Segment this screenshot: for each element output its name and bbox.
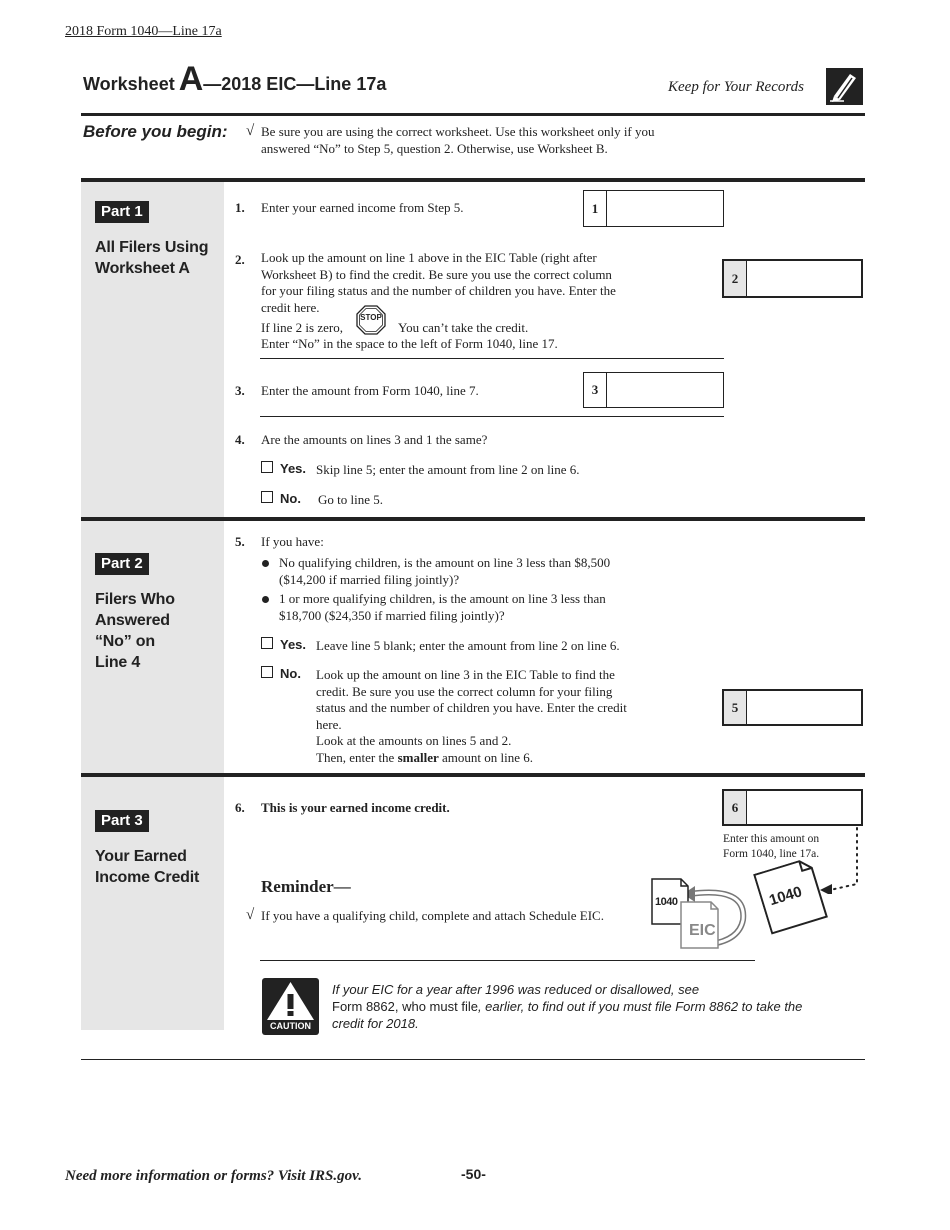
line5-bullet2	[279, 591, 606, 624]
footer-left: Need more information or forms? Visit IRS.gov.	[65, 1168, 362, 1184]
line3-rule	[260, 416, 724, 417]
line5-no-checkbox[interactable]	[261, 666, 273, 678]
before-you-begin-text	[261, 124, 655, 157]
caution-l2	[332, 998, 802, 1015]
line5-no-l5: Look at the amounts on lines 5 and 2.	[316, 733, 512, 748]
line5-intro: If you have:	[261, 534, 324, 549]
line5-bullet1	[279, 555, 610, 588]
line4-yes-label: Yes.	[280, 461, 307, 476]
form-1040-large-label: 1040	[767, 883, 805, 910]
line5-no-l2: credit. Be sure you use the correct column for your filing	[316, 683, 613, 699]
line2-text-l2: Worksheet B) to find the credit. Be sure you use the correct column	[261, 266, 612, 282]
line1-text: Enter your earned income from Step 5.	[261, 200, 464, 215]
line5-b2-l2: $18,700 ($24,350 if married filing jointly)?	[279, 607, 505, 623]
line2-box-label: 2	[724, 261, 747, 296]
line4-yes-text: Skip line 5; enter the amount from line 2 on line 6.	[316, 462, 580, 477]
eic-label: EIC	[689, 922, 716, 939]
caution-l3: credit for 2018.	[332, 1016, 419, 1031]
line2-stop-suffix: You can’t take the credit.	[398, 320, 529, 335]
part1-heading-l2: Worksheet A	[95, 260, 190, 277]
bullet-1	[262, 560, 269, 567]
part2-heading-l3: “No” on	[95, 633, 155, 650]
line5-yes-label: Yes.	[280, 637, 307, 652]
line5-no-l3: status and the number of children you have. Enter the credit	[316, 700, 627, 715]
line5-b1-l1: No qualifying children, is the amount on line 3 less than $8,500	[279, 555, 611, 570]
bottom-rule	[81, 1059, 865, 1060]
line4-number: 4.	[235, 432, 245, 447]
part3-tag: Part 3	[95, 810, 149, 832]
line5-no-text	[316, 667, 627, 766]
line1-box-label: 1	[584, 191, 607, 226]
line4-no-text: Go to line 5.	[318, 492, 383, 507]
bullet-2	[262, 596, 269, 603]
line2-text-l1: Look up the amount on line 1 above in the EIC Table (right after	[261, 250, 597, 265]
worksheet-subtitle: —2018 EIC—Line 17a	[203, 74, 387, 94]
line1-number: 1.	[235, 200, 245, 215]
part3-heading-l1: Your Earned	[95, 848, 187, 865]
reminder-check: √	[246, 907, 255, 923]
part3-heading	[95, 846, 199, 888]
line2-text	[261, 250, 616, 316]
line2-stop-prefix: If line 2 is zero,	[261, 320, 343, 335]
stop-sign-icon	[356, 305, 386, 335]
line5-yes-text: Leave line 5 blank; enter the amount from line 2 on line 6.	[316, 638, 620, 653]
line5-no-l6-post: amount on line 6.	[438, 749, 533, 765]
part2-heading-l2: Answered	[95, 612, 170, 629]
line1-entry-box[interactable]	[583, 190, 724, 227]
reminder-text: If you have a qualifying child, complete and attach Schedule EIC.	[261, 908, 604, 923]
byb-line-1: Be sure you are using the correct worksheet. Use this worksheet only if you	[261, 124, 655, 139]
line2-rule	[260, 358, 724, 359]
stop-sign-text: STOP	[360, 313, 382, 322]
caution-l2-plain: Form 8862, who must file	[332, 999, 478, 1014]
line2-text-l3: for your filing status and the number of children you have. Enter the	[261, 283, 616, 298]
part1-sidebar	[81, 182, 224, 517]
byb-line-2: answered “No” to Step 5, question 2. Otherwise, use Worksheet B.	[261, 140, 608, 156]
line5-no-l6	[316, 750, 627, 767]
line5-b1-l2: ($14,200 if married filing jointly)?	[279, 571, 460, 587]
line5-no-label: No.	[280, 666, 301, 681]
line3-box-label: 3	[584, 373, 607, 407]
worksheet-word: Worksheet	[83, 74, 175, 94]
part1-heading	[95, 237, 208, 279]
caution-l2-italic: , earlier, to find out if you must file Form 8862 to take the	[477, 999, 803, 1014]
worksheet-title	[83, 60, 387, 98]
reminder-title: Reminder—	[261, 877, 351, 896]
attach-forms-icon	[651, 878, 751, 950]
part2-heading	[95, 589, 175, 673]
caution-icon	[262, 978, 319, 1035]
line5-no-l4: here.	[316, 716, 342, 732]
line3-text: Enter the amount from Form 1040, line 7.	[261, 383, 479, 398]
running-head: 2018 Form 1040—Line 17a	[65, 24, 222, 39]
line2-entry-box[interactable]	[722, 259, 863, 298]
part1-heading-l1: All Filers Using	[95, 239, 209, 256]
part2-heading-l1: Filers Who	[95, 591, 175, 608]
part3-heading-l2: Income Credit	[95, 869, 200, 886]
form-1040-small-label: 1040	[655, 896, 678, 908]
line5-no-l6-pre: Then, enter the	[316, 749, 398, 765]
line5-no-l6-bold: smaller	[397, 749, 439, 765]
line5-number: 5.	[235, 534, 245, 549]
line2-text-l4: credit here.	[261, 299, 320, 315]
line4-yes-checkbox[interactable]	[261, 461, 273, 473]
worksheet-letter: A	[178, 60, 204, 98]
line5-entry-box[interactable]	[722, 689, 863, 726]
line6-text: This is your earned income credit.	[261, 800, 450, 815]
line6-box-label: 6	[724, 791, 747, 824]
line3-number: 3.	[235, 383, 245, 398]
line6-number: 6.	[235, 800, 245, 815]
line2-stop-l2: Enter “No” in the space to the left of Form 1040, line 17.	[261, 336, 558, 351]
line4-text: Are the amounts on lines 3 and 1 the same?	[261, 432, 488, 447]
part2-tag: Part 2	[95, 553, 149, 575]
keep-records: Keep for Your Records	[668, 79, 804, 95]
line4-no-checkbox[interactable]	[261, 491, 273, 503]
line6-note-l1: Enter this amount on	[723, 833, 820, 845]
line6-entry-box[interactable]	[722, 789, 863, 826]
page-number: -50-	[461, 1166, 486, 1182]
line5-b2-l1: 1 or more qualifying children, is the amount on line 3 less than	[279, 591, 606, 606]
part1-tag: Part 1	[95, 201, 149, 223]
caution-l1: If your EIC for a year after 1996 was reduced or disallowed, see	[332, 982, 700, 997]
line5-yes-checkbox[interactable]	[261, 637, 273, 649]
line5-no-l1: Look up the amount on line 3 in the EIC Table to find the	[316, 667, 615, 682]
reminder-rule	[260, 960, 755, 961]
part2-heading-l4: Line 4	[95, 654, 141, 671]
line6-note-l2: Form 1040, line 17a.	[723, 848, 820, 860]
dotted-arrow-icon	[818, 824, 862, 894]
pencil-icon	[826, 68, 863, 105]
before-you-begin-label: Before you begin:	[83, 122, 228, 141]
line4-no-label: No.	[280, 491, 301, 506]
caution-label: CAUTION	[270, 1021, 311, 1031]
line3-entry-box[interactable]	[583, 372, 724, 408]
caution-text	[332, 981, 802, 1032]
check-mark: √	[246, 123, 255, 139]
line5-box-label: 5	[724, 691, 747, 724]
title-rule	[81, 113, 865, 116]
line2-number: 2.	[235, 252, 245, 267]
